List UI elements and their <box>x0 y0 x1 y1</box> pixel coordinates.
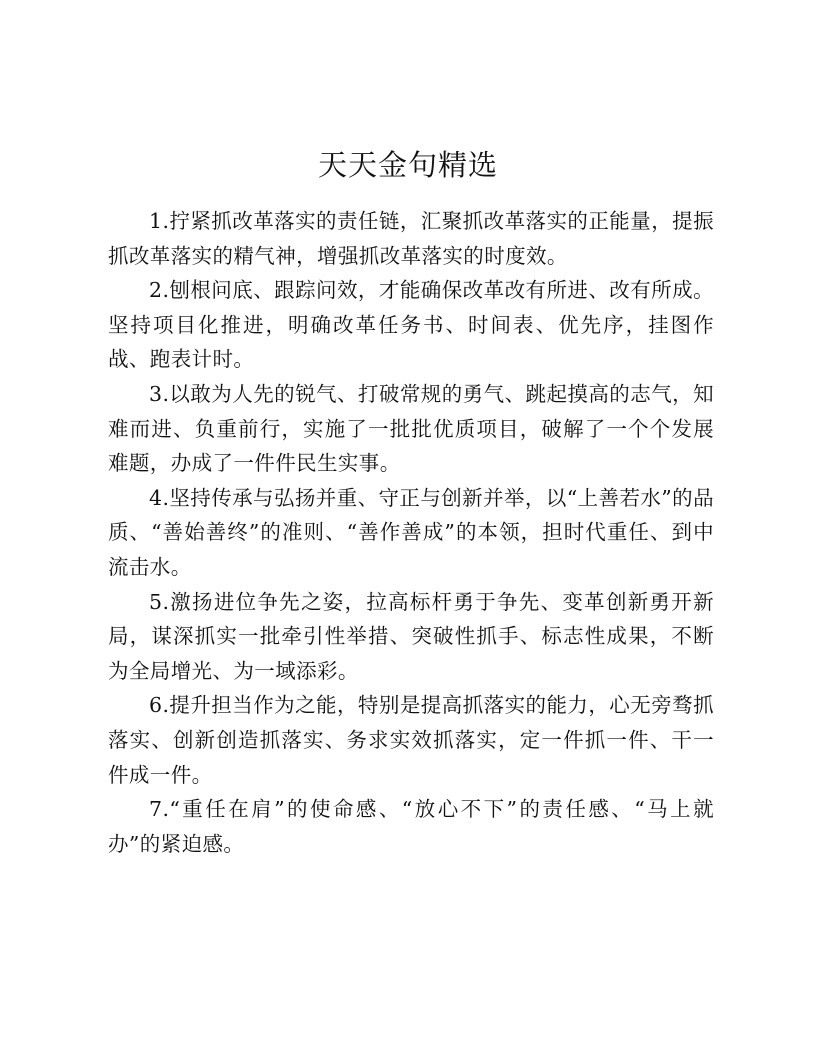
paragraph-4: 4.坚持传承与弘扬并重、守正与创新并举，以“上善若水”的品质、“善始善终”的准则、“善作善成”的本领，担时代重任、到中流击水。 <box>108 485 714 579</box>
document-title: 天天金句精选 <box>317 148 498 182</box>
paragraph-3: 3.以敢为人先的锐气、打破常规的勇气、跳起摸高的志气，知难而进、负重前行，实施了一批批优质项目，破解了一个个发展难题，办成了一件件民生实事。 <box>108 381 714 476</box>
paragraph-6: 6.提升担当作为之能，特别是提高抓落实的能力，心无旁骛抓落实、创新创造抓落实、务求实效抓落实，定一件抓一件、干一件成一件。 <box>108 693 714 787</box>
paragraph-7: 7.“重任在肩”的使命感、“放心不下”的责任感、“马上就办”的紧迫感。 <box>108 797 714 856</box>
paragraph-5: 5.激扬进位争先之姿，拉高标杆勇于争先、变革创新勇开新局，谋深抓实一批牵引性举措、突破性抓手、标志性成果，不断为全局增光、为一域添彩。 <box>108 589 714 683</box>
document-body <box>108 204 714 861</box>
paragraph-1: 1.拧紧抓改革落实的责任链，汇聚抓改革落实的正能量，提振抓改革落实的精气神，增强抓改革落实的时度效。 <box>108 209 714 268</box>
paragraph-2: 2.刨根问底、跟踪问效，才能确保改革改有所进、改有所成。坚持项目化推进，明确改革任务书、时间表、优先序，挂图作战、跑表计时。 <box>108 278 714 372</box>
